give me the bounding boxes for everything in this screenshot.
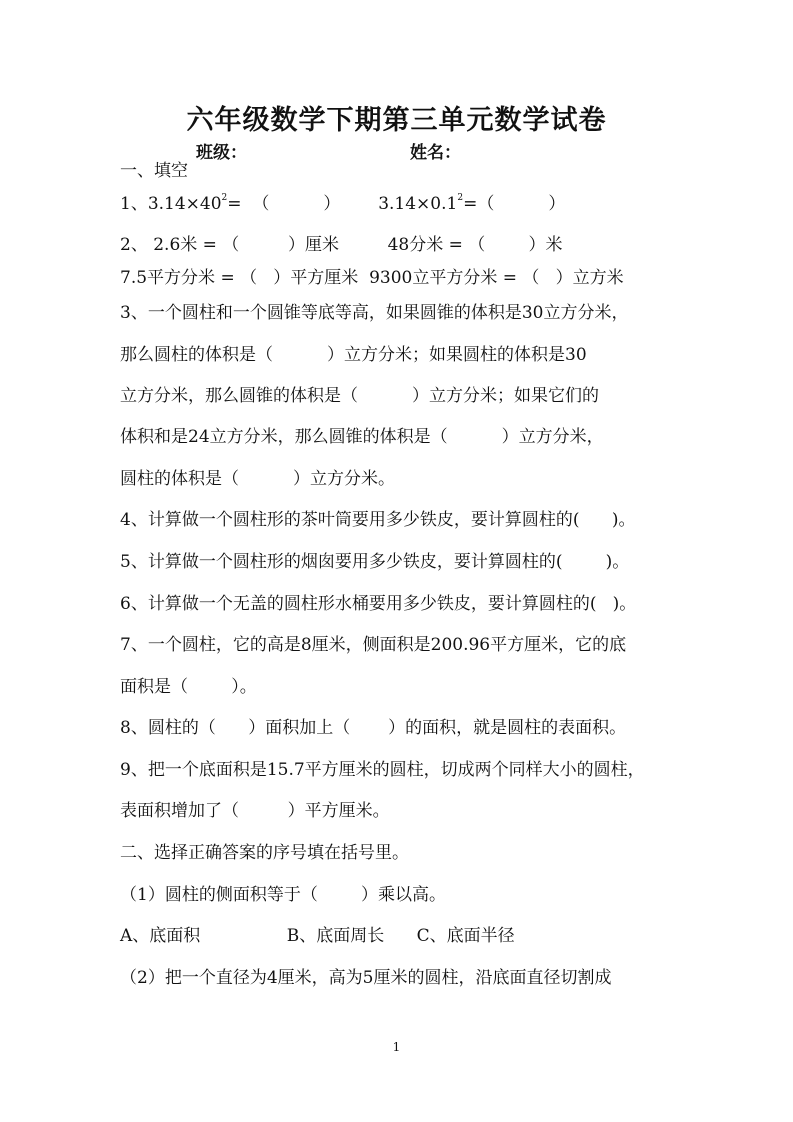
- choice-1-stem: （1）圆柱的侧面积等于（ ）乘以高。: [120, 885, 447, 905]
- section-fill-heading: 一、填空: [120, 161, 188, 181]
- name-label: 姓名：: [410, 143, 461, 163]
- question-5: 5、计算做一个圆柱形的烟囱要用多少铁皮，要计算圆柱的( )。: [120, 552, 630, 572]
- question-7-line: 面积是（ ）。: [120, 677, 257, 697]
- choice-1-options: A、底面积 B、底面周长 C、底面半径: [120, 926, 515, 946]
- section-choice-heading: 二、选择正确答案的序号填在括号里。: [120, 843, 409, 863]
- question-9-line: 9、把一个底面积是15.7平方厘米的圆柱，切成两个同样大小的圆柱，: [120, 760, 645, 780]
- question-2-line1: 2、 2.6米 = （ ）厘米 48分米 = （ ）米: [120, 235, 563, 255]
- question-4: 4、计算做一个圆柱形的茶叶筒要用多少铁皮，要计算圆柱的( )。: [120, 510, 636, 530]
- choice-2-stem: （2）把一个直径为4厘米，高为5厘米的圆柱，沿底面直径切割成: [120, 968, 612, 988]
- question-8: 8、圆柱的（ ）面积加上（ ）的面积，就是圆柱的表面积。: [120, 718, 627, 738]
- question-2-line2: 7.5平方分米 = （ ）平方厘米 9300立平方分米 = （ ）立方米: [120, 268, 624, 288]
- question-3-line: 圆柱的体积是（ ）立方分米。: [120, 469, 396, 489]
- class-label: 班级：: [196, 143, 247, 163]
- question-3-line: 立方分米，那么圆锥的体积是（ ）立方分米；如果它们的: [120, 386, 600, 406]
- question-9-line: 表面积增加了（ ）平方厘米。: [120, 801, 390, 821]
- question-7-line: 7、一个圆柱，它的高是8厘米，侧面积是200.96平方厘米，它的底: [120, 635, 627, 655]
- page-number: 1: [392, 1040, 401, 1054]
- question-3-line: 3、一个圆柱和一个圆锥等底等高，如果圆锥的体积是30立方分米，: [120, 303, 629, 323]
- question-3-line: 那么圆柱的体积是（ ）立方分米；如果圆柱的体积是30: [120, 345, 587, 365]
- page-title: 六年级数学下期第三单元数学试卷: [186, 105, 607, 136]
- question-3-line: 体积和是24立方分米，那么圆锥的体积是（ ）立方分米，: [120, 427, 604, 447]
- question-1: 1、$3.14\times 40^2=$ （ ） $3.14\times 0.1^2=$（ ）: [120, 193, 566, 214]
- question-6: 6、计算做一个无盖的圆柱形水桶要用多少铁皮，要计算圆柱的( )。: [120, 594, 637, 614]
